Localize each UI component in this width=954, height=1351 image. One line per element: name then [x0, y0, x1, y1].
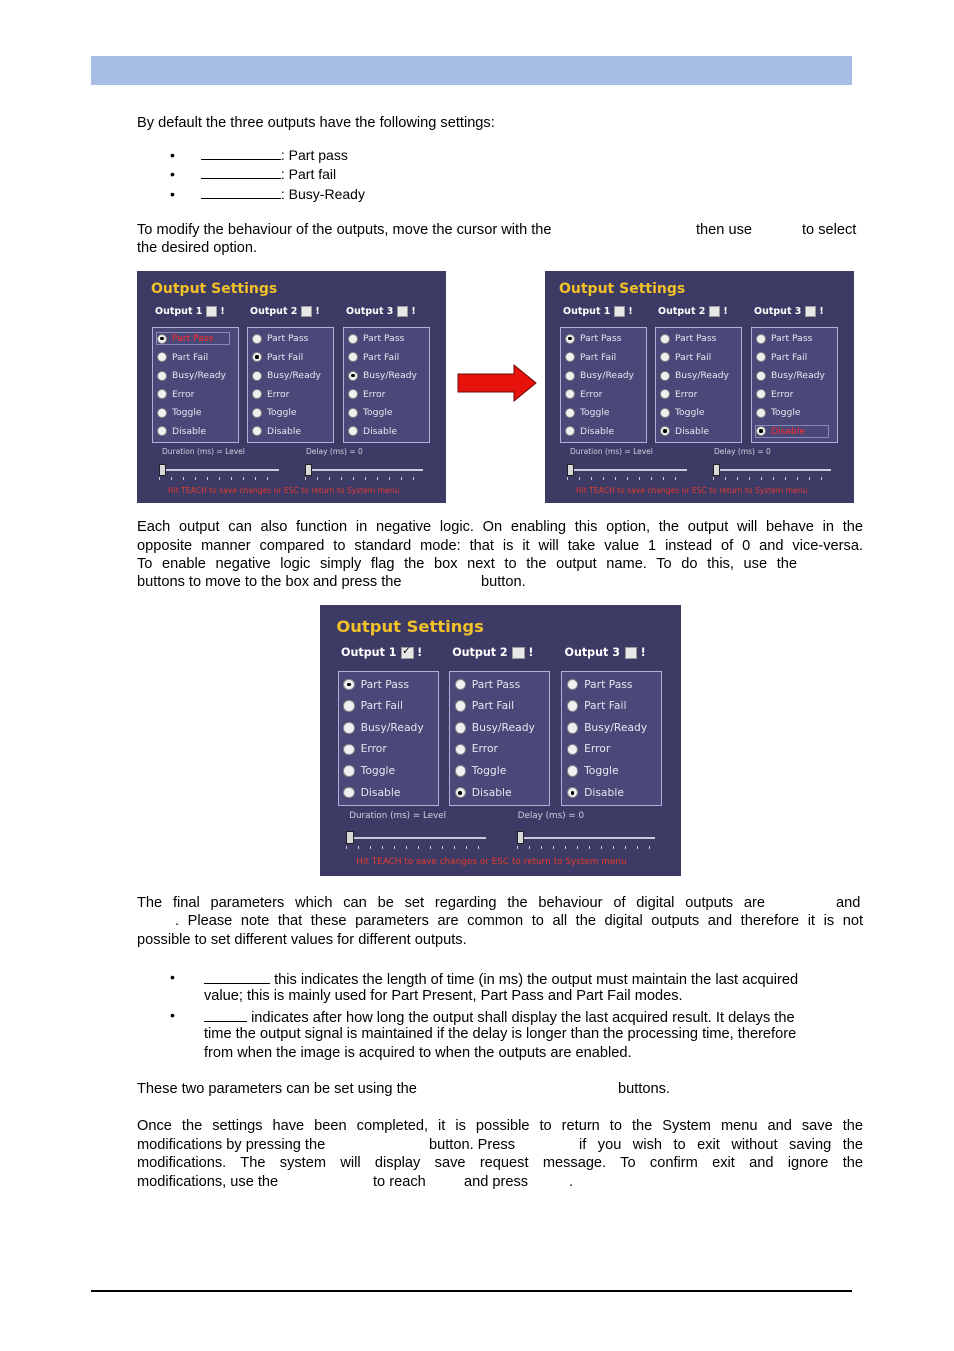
- option-3-1[interactable]: Part Fail: [756, 352, 828, 363]
- duration-ticks: [346, 846, 486, 849]
- negative-logic-checkbox-1[interactable]: [401, 647, 414, 660]
- negative-logic-checkbox-2[interactable]: [301, 306, 312, 317]
- duration-slider-thumb[interactable]: [159, 464, 166, 476]
- option-2-1[interactable]: Part Fail: [252, 352, 324, 363]
- screen-title: Output Settings: [151, 281, 278, 297]
- radio-icon: [756, 352, 766, 362]
- radio-icon: [756, 408, 766, 418]
- negative-logic-checkbox-3[interactable]: [805, 306, 816, 317]
- once-line3: modifications. The system will display save request message. To confirm exit and ignore the: [137, 1155, 863, 1171]
- option-1-1[interactable]: Part Fail: [157, 352, 229, 363]
- option-2-3[interactable]: Error: [252, 389, 324, 400]
- radio-icon: [565, 408, 575, 418]
- duration-ticks: [159, 477, 279, 480]
- radio-icon: [565, 334, 575, 344]
- option-3-2[interactable]: Busy/Ready: [756, 370, 828, 381]
- radio-icon: [565, 371, 575, 381]
- radio-icon: [660, 408, 670, 418]
- option-3-3[interactable]: Error: [567, 742, 651, 755]
- delay-ticks: [305, 477, 423, 480]
- screenshot-after: [545, 271, 854, 503]
- header-bar: [91, 56, 852, 85]
- duration-slider-track: [159, 469, 279, 471]
- option-2-1[interactable]: Part Fail: [455, 699, 539, 712]
- duration-label: Duration (ms) = Level: [349, 810, 447, 821]
- radio-icon: [565, 352, 575, 362]
- radio-icon: [157, 352, 167, 362]
- duration-slider-thumb[interactable]: [346, 831, 354, 845]
- footer-line: [91, 1290, 852, 1292]
- option-3-0[interactable]: Part Pass: [348, 333, 420, 344]
- radio-icon: [565, 426, 575, 436]
- option-2-4[interactable]: Toggle: [252, 407, 324, 418]
- radio-icon: [565, 389, 575, 399]
- option-2-3[interactable]: Error: [660, 389, 732, 400]
- negative-line4-a: buttons to move to the box and press the: [137, 574, 402, 590]
- bullet-delay-line2: time the output signal is maintained if the delay is longer than the processing time, therefore: [204, 1026, 797, 1042]
- option-3-5[interactable]: Disable: [348, 426, 420, 437]
- negative-paragraph: Each output can also function in negative logic. On enabling this option, the output will behave in the opposite manner compared to standard mode: that is it will take value 1 instead of 0 and vice-versa. To enable negative logic simply flag the box next to the output name. To do this, use the: [137, 519, 863, 572]
- radio-icon: [348, 371, 358, 381]
- delay-label: Delay (ms) = 0: [306, 447, 363, 456]
- once-line2-b: button. Press: [429, 1137, 515, 1153]
- radio-icon: [348, 334, 358, 344]
- radio-icon: [343, 787, 354, 798]
- duration-ticks: [567, 477, 687, 480]
- option-1-0[interactable]: Part Pass: [157, 333, 229, 344]
- final-line2: . Please note that these parameters are common to all the digital outputs and therefore it is not: [175, 913, 863, 929]
- output-label-3: Output 3 !: [346, 306, 416, 317]
- once-line4-b: to reach: [373, 1174, 426, 1190]
- once-line4-c: and press: [464, 1174, 529, 1190]
- radio-icon: [756, 389, 766, 399]
- radio-icon: [455, 744, 466, 755]
- delay-slider-track: [713, 469, 831, 471]
- negative-logic-checkbox-2[interactable]: [709, 306, 720, 317]
- radio-icon: [660, 371, 670, 381]
- radio-icon: [348, 408, 358, 418]
- option-1-3[interactable]: Error: [565, 389, 637, 400]
- option-3-0[interactable]: Part Pass: [567, 678, 651, 691]
- radio-icon: [343, 744, 354, 755]
- radio-icon: [567, 679, 578, 690]
- final-line1-a: The final parameters which can be set regarding the behaviour of digital outputs are: [137, 895, 765, 911]
- final-line1-b: and: [836, 895, 861, 911]
- duration-label: Duration (ms) = Level: [570, 447, 653, 456]
- hint-text: Hit TEACH to save changes or ESC to return to System menu: [168, 486, 400, 495]
- radio-icon: [660, 352, 670, 362]
- option-1-3[interactable]: Error: [343, 742, 427, 755]
- option-1-5[interactable]: Disable: [343, 786, 427, 799]
- once-line2-c: if you wish to exit without saving the: [579, 1137, 863, 1153]
- option-1-5[interactable]: Disable: [157, 426, 229, 437]
- option-2-4[interactable]: Toggle: [660, 407, 732, 418]
- radio-icon: [567, 700, 578, 711]
- option-2-0[interactable]: Part Pass: [455, 678, 539, 691]
- option-2-2[interactable]: Busy/Ready: [252, 370, 324, 381]
- modify-line1-b: then use: [696, 222, 752, 238]
- radio-icon: [455, 679, 466, 690]
- option-1-4[interactable]: Toggle: [343, 764, 427, 777]
- modify-line1-a: To modify the behaviour of the outputs, move the cursor with the: [137, 222, 552, 238]
- intro-text: By default the three outputs have the following settings:: [137, 115, 495, 131]
- bullet-delay-line3: from when the image is acquired to when the outputs are enabled.: [204, 1045, 632, 1061]
- radio-icon: [157, 426, 167, 436]
- radio-icon: [455, 765, 466, 776]
- radio-icon: [756, 371, 766, 381]
- radio-icon: [343, 679, 354, 690]
- radio-icon: [455, 700, 466, 711]
- radio-icon: [157, 389, 167, 399]
- output-label-3: Output 3 !: [564, 645, 646, 659]
- delay-ticks: [517, 846, 655, 849]
- option-1-1[interactable]: Part Fail: [343, 699, 427, 712]
- option-2-0[interactable]: Part Pass: [660, 333, 732, 344]
- delay-slider-thumb[interactable]: [517, 831, 525, 845]
- params-text-b: buttons.: [618, 1081, 670, 1097]
- negative-logic-checkbox-1[interactable]: [206, 306, 217, 317]
- delay-slider-track: [517, 837, 655, 839]
- screen-title: Output Settings: [336, 616, 484, 636]
- radio-icon: [567, 765, 578, 776]
- bullet-duration-dot: •: [170, 969, 175, 985]
- negative-line4-b: button.: [481, 574, 526, 590]
- hint-text: Hit TEACH to save changes or ESC to return to System menu: [576, 486, 808, 495]
- option-2-2[interactable]: Busy/Ready: [660, 370, 732, 381]
- option-3-0[interactable]: Part Pass: [756, 333, 828, 344]
- radio-icon: [157, 408, 167, 418]
- radio-icon: [252, 371, 262, 381]
- once-line4-a: modifications, use the: [137, 1174, 279, 1190]
- option-2-5[interactable]: Disable: [455, 786, 539, 799]
- radio-icon: [660, 389, 670, 399]
- negative-logic-checkbox-3[interactable]: [625, 647, 638, 660]
- once-line2-a: modifications by pressing the: [137, 1137, 326, 1153]
- option-1-1[interactable]: Part Fail: [565, 352, 637, 363]
- params-text-a: These two parameters can be set using the: [137, 1081, 417, 1097]
- option-1-2[interactable]: Busy/Ready: [343, 721, 427, 734]
- output-label-1: Output 1 !: [155, 306, 225, 317]
- radio-icon: [343, 700, 354, 711]
- radio-icon: [660, 334, 670, 344]
- radio-icon: [252, 389, 262, 399]
- screenshot-before: [137, 271, 446, 503]
- radio-icon: [343, 722, 354, 733]
- option-1-0[interactable]: Part Pass: [343, 678, 427, 691]
- output-label-2: Output 2 !: [658, 306, 728, 317]
- delay-slider-thumb[interactable]: [305, 464, 312, 476]
- output-label-2: Output 2 !: [452, 645, 534, 659]
- output-label-1: Output 1✓ !: [341, 646, 422, 659]
- radio-icon: [252, 352, 262, 362]
- option-2-1[interactable]: Part Fail: [660, 352, 732, 363]
- bullet-output3: • : Busy-Ready: [170, 186, 365, 202]
- bullet-output2: • : Part fail: [170, 166, 337, 182]
- radio-icon: [567, 744, 578, 755]
- option-1-5[interactable]: Disable: [565, 426, 637, 437]
- once-line4-d: .: [569, 1174, 574, 1190]
- radio-icon: [252, 408, 262, 418]
- radio-icon: [567, 787, 578, 798]
- negative-logic-checkbox-3[interactable]: [397, 306, 408, 317]
- delay-label: Delay (ms) = 0: [714, 447, 771, 456]
- option-2-3[interactable]: Error: [455, 742, 539, 755]
- radio-icon: [660, 426, 670, 436]
- final-line3: possible to set different values for different outputs.: [137, 932, 467, 948]
- option-1-3[interactable]: Error: [157, 389, 229, 400]
- bullet-duration-line2: value; this is mainly used for Part Present, Part Pass and Part Fail modes.: [204, 988, 683, 1004]
- duration-label: Duration (ms) = Level: [162, 447, 245, 456]
- modify-line1-c: to select: [802, 222, 857, 238]
- radio-icon: [157, 371, 167, 381]
- radio-icon: [756, 426, 766, 436]
- radio-icon: [252, 334, 262, 344]
- option-2-5[interactable]: Disable: [660, 426, 732, 437]
- radio-icon: [455, 722, 466, 733]
- bullet-duration-line1: this indicates the length of time (in ms) the output must maintain the last acquired: [204, 969, 798, 990]
- output-label-3: Output 3 !: [754, 306, 824, 317]
- negative-logic-checkbox-1[interactable]: [614, 306, 625, 317]
- option-1-4[interactable]: Toggle: [157, 407, 229, 418]
- radio-icon: [756, 334, 766, 344]
- arrow-right-icon: [457, 364, 537, 402]
- bullet-output1: • : Part pass: [170, 147, 348, 163]
- duration-slider-thumb[interactable]: [567, 464, 574, 476]
- radio-icon: [252, 426, 262, 436]
- option-2-5[interactable]: Disable: [252, 426, 324, 437]
- option-1-2[interactable]: Busy/Ready: [157, 370, 229, 381]
- delay-label: Delay (ms) = 0: [517, 810, 585, 821]
- option-3-4[interactable]: Toggle: [348, 407, 420, 418]
- duration-slider-track: [346, 837, 486, 839]
- option-3-4[interactable]: Toggle: [756, 407, 828, 418]
- modify-line2: the desired option.: [137, 240, 258, 256]
- radio-icon: [348, 426, 358, 436]
- option-2-4[interactable]: Toggle: [455, 764, 539, 777]
- output-label-1: Output 1 !: [563, 306, 633, 317]
- screen-title: Output Settings: [559, 281, 686, 297]
- hint-text: Hit TEACH to save changes or ESC to return to System menu: [356, 856, 627, 867]
- option-3-3[interactable]: Error: [756, 389, 828, 400]
- bullet-delay-dot: •: [170, 1007, 175, 1023]
- radio-icon: [455, 787, 466, 798]
- delay-ticks: [713, 477, 831, 480]
- radio-icon: [157, 334, 167, 344]
- option-3-2[interactable]: Busy/Ready: [348, 370, 420, 381]
- output-label-2: Output 2 !: [250, 306, 320, 317]
- option-3-5[interactable]: Disable: [567, 786, 651, 799]
- bullet-delay-line1: indicates after how long the output shall display the last acquired result. It delays the: [204, 1007, 795, 1028]
- radio-icon: [348, 389, 358, 399]
- negative-logic-checkbox-2[interactable]: [512, 647, 525, 660]
- once-line1: Once the settings have been completed, it is possible to return to the System menu and save the: [137, 1118, 863, 1134]
- option-1-2[interactable]: Busy/Ready: [565, 370, 637, 381]
- option-3-5[interactable]: Disable: [756, 426, 828, 437]
- screenshot-negative-logic: [320, 605, 681, 876]
- delay-slider-thumb[interactable]: [713, 464, 720, 476]
- option-2-0[interactable]: Part Pass: [252, 333, 324, 344]
- radio-icon: [567, 722, 578, 733]
- option-3-2[interactable]: Busy/Ready: [567, 721, 651, 734]
- option-3-1[interactable]: Part Fail: [348, 352, 420, 363]
- option-1-0[interactable]: Part Pass: [565, 333, 637, 344]
- option-3-1[interactable]: Part Fail: [567, 699, 651, 712]
- option-2-2[interactable]: Busy/Ready: [455, 721, 539, 734]
- duration-slider-track: [567, 469, 687, 471]
- radio-icon: [343, 765, 354, 776]
- option-1-4[interactable]: Toggle: [565, 407, 637, 418]
- delay-slider-track: [305, 469, 423, 471]
- option-3-3[interactable]: Error: [348, 389, 420, 400]
- radio-icon: [348, 352, 358, 362]
- option-3-4[interactable]: Toggle: [567, 764, 651, 777]
